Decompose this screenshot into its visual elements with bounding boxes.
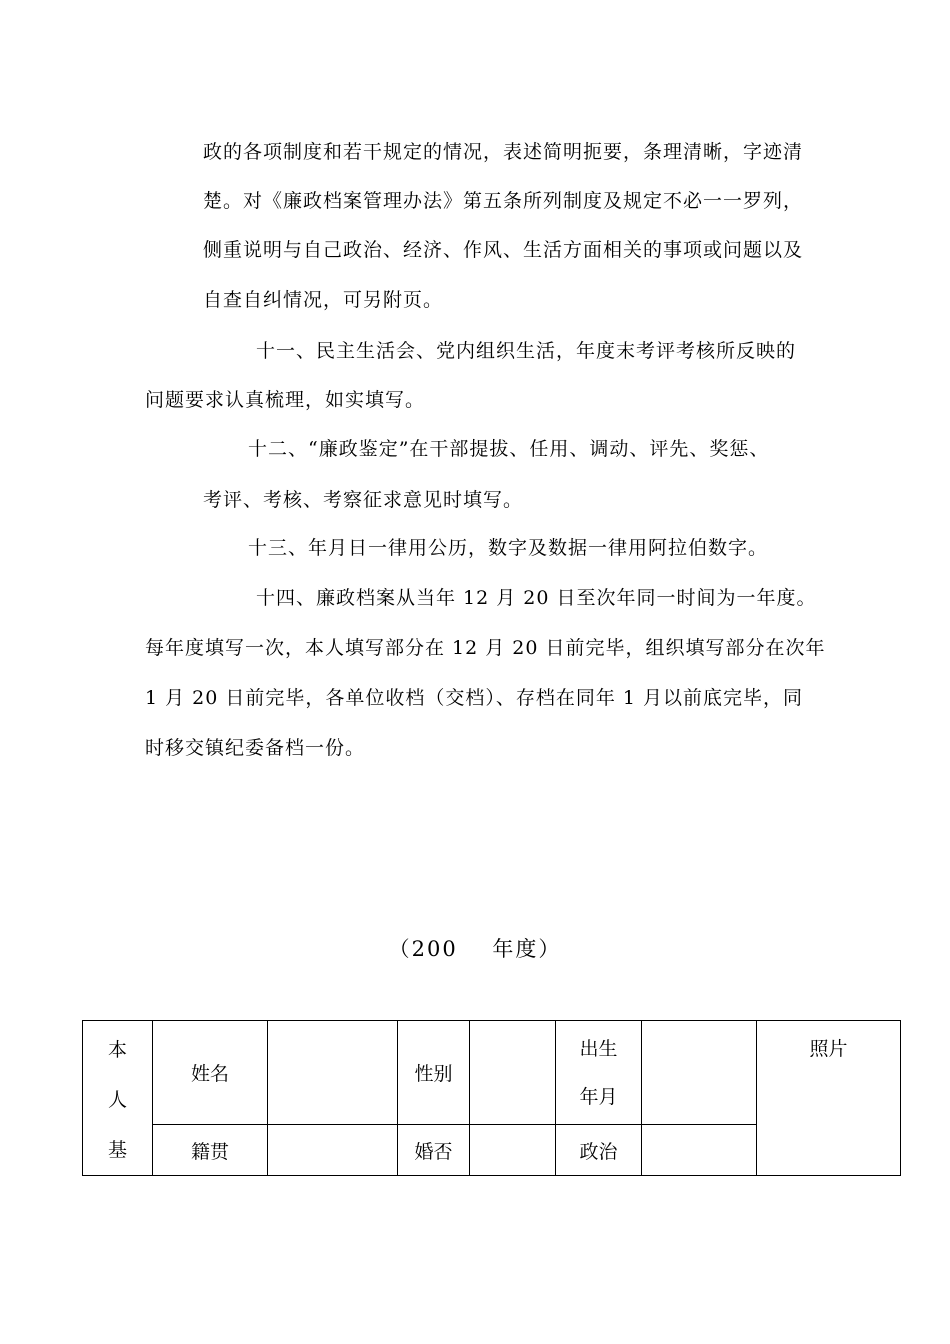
photo-cell[interactable]: 照片 bbox=[757, 1021, 901, 1176]
year-heading: （200 年度） bbox=[388, 937, 562, 961]
paragraph-line: 问题要求认真梳理，如实填写。 bbox=[145, 389, 426, 411]
native-place-field[interactable] bbox=[268, 1125, 398, 1176]
birth-label-line: 年月 bbox=[579, 1085, 618, 1108]
paragraph-line: 十二、“廉政鉴定”在干部提拔、任用、调动、评先、奖惩、 bbox=[248, 438, 770, 460]
paragraph-line: 十三、年月日一律用公历，数字及数据一律用阿拉伯数字。 bbox=[248, 537, 769, 559]
name-field[interactable] bbox=[268, 1021, 398, 1125]
paragraph-line: 十四、廉政档案从当年 12 月 20 日至次年同一时间为一年度。 bbox=[256, 587, 817, 609]
native-place-label: 籍贯 bbox=[153, 1125, 268, 1176]
birth-label-line: 出生 bbox=[579, 1037, 618, 1060]
section-label-cell bbox=[83, 1021, 153, 1176]
paragraph-line: 十一、民主生活会、党内组织生活，年度末考评考核所反映的 bbox=[256, 340, 797, 362]
section-label-char: 基 bbox=[107, 1139, 127, 1161]
paragraph-line: 自查自纠情况，可另附页。 bbox=[203, 289, 444, 311]
paragraph-line: 每年度填写一次，本人填写部分在 12 月 20 日前完毕，组织填写部分在次年 bbox=[145, 637, 826, 659]
birth-label-cell bbox=[556, 1021, 642, 1125]
political-status-label: 政治 bbox=[556, 1125, 642, 1176]
personal-info-table bbox=[82, 1020, 901, 1176]
paragraph-line: 考评、考核、考察征求意见时填写。 bbox=[203, 489, 524, 511]
paragraph-line: 政的各项制度和若干规定的情况，表述简明扼要，条理清晰，字迹清 bbox=[203, 141, 804, 163]
birth-field[interactable] bbox=[642, 1021, 757, 1125]
political-status-field[interactable] bbox=[642, 1125, 757, 1176]
paragraph-line: 楚。对《廉政档案管理办法》第五条所列制度及规定不必一一罗列， bbox=[203, 190, 804, 212]
paragraph-line: 1 月 20 日前完毕，各单位收档（交档）、存档在同年 1 月以前底完毕，同 bbox=[145, 687, 804, 709]
gender-field[interactable] bbox=[470, 1021, 556, 1125]
marital-status-field[interactable] bbox=[470, 1125, 556, 1176]
gender-label: 性别 bbox=[398, 1021, 470, 1125]
paragraph-line: 时移交镇纪委备档一份。 bbox=[145, 737, 366, 759]
section-label-char: 本 bbox=[107, 1039, 127, 1061]
marital-status-label: 婚否 bbox=[398, 1125, 470, 1176]
name-label: 姓名 bbox=[153, 1021, 268, 1125]
paragraph-line: 侧重说明与自己政治、经济、作风、生活方面相关的事项或问题以及 bbox=[203, 239, 804, 261]
section-label-char: 人 bbox=[107, 1089, 127, 1111]
